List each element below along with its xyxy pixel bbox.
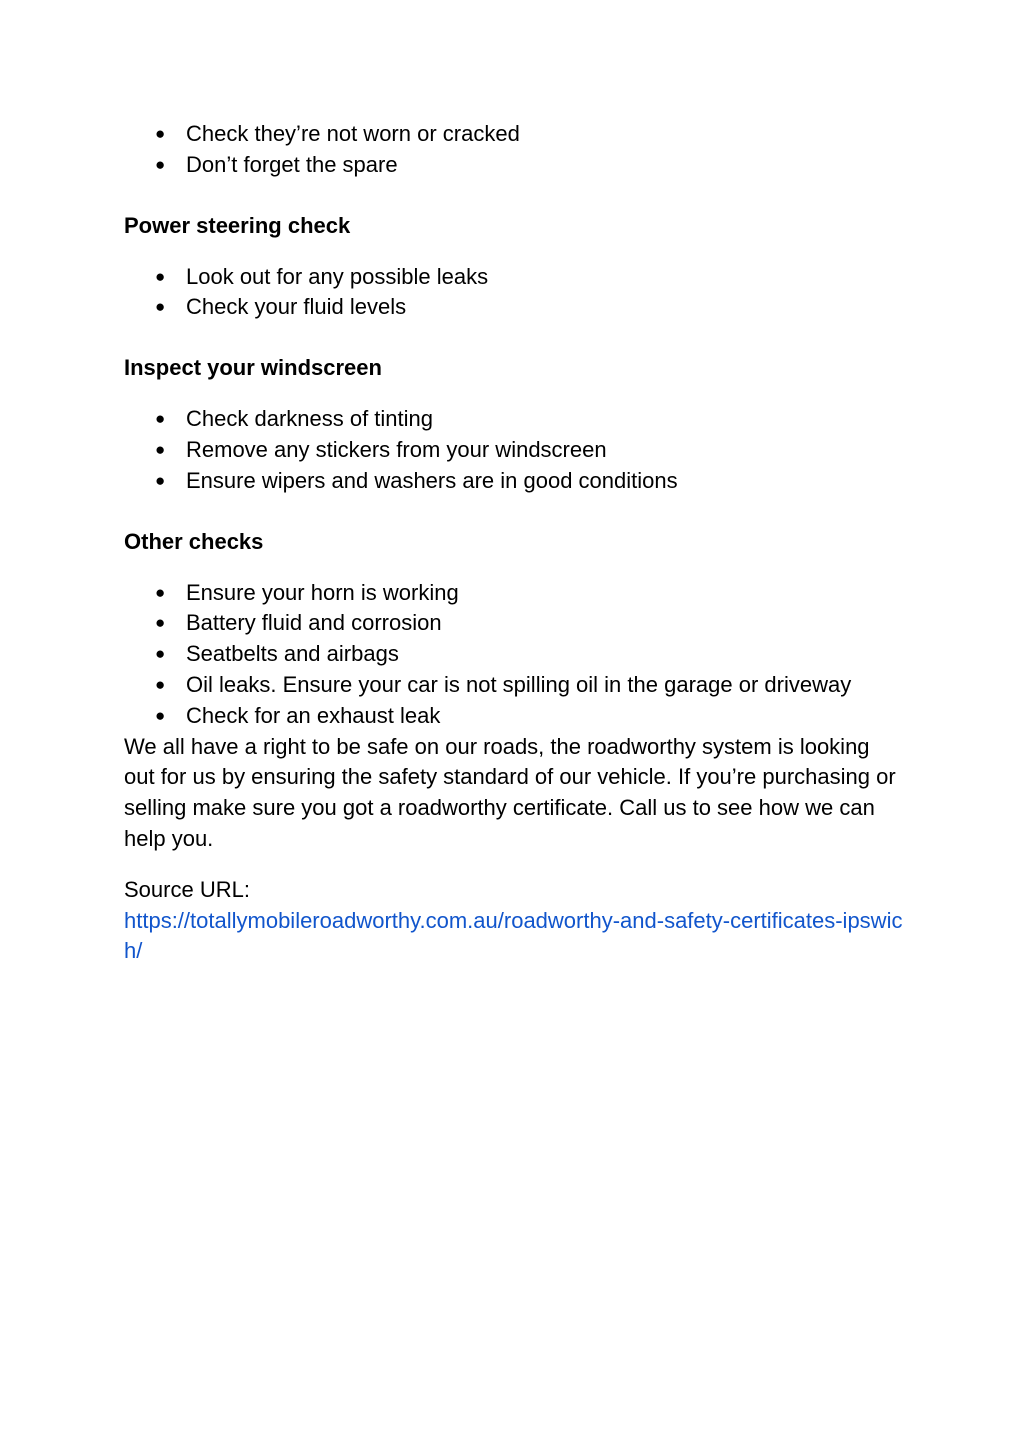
- list-item: [124, 119, 904, 150]
- list-item: [124, 262, 904, 293]
- closing-paragraph: We all have a right to be safe on our roads, the roadworthy system is looking out for us by ensuring the safety standard of our vehicle. If you’re purchasing or selling make sure you got a roadworthy certificate. Call us to see how we can help you.: [124, 733, 896, 851]
- bullet-icon: ●: [155, 470, 166, 490]
- list-item-text: Ensure wipers and washers are in good conditions: [186, 467, 678, 493]
- bullet-icon: ●: [155, 439, 166, 459]
- bullet-icon: ●: [155, 705, 166, 725]
- list-item-text: Remove any stickers from your windscreen: [186, 436, 607, 462]
- list-item-text: Check they’re not worn or cracked: [186, 121, 520, 146]
- list-item: [124, 701, 904, 732]
- section-heading-power-steering: Power steering check: [124, 212, 351, 238]
- power-steering-list: [124, 262, 904, 324]
- list-item-text: Check your fluid levels: [186, 294, 407, 320]
- bullet-icon: ●: [155, 266, 166, 286]
- section-heading-windscreen: Inspect your windscreen: [124, 355, 382, 381]
- bullet-icon: ●: [155, 124, 166, 143]
- list-item-text: Battery fluid and corrosion: [186, 610, 442, 636]
- bullet-icon: ●: [155, 674, 166, 694]
- list-item: [124, 578, 904, 609]
- list-item: [124, 404, 904, 435]
- list-item-text: Look out for any possible leaks: [186, 263, 489, 289]
- list-item-text: Seatbelts and airbags: [186, 641, 399, 667]
- list-item-text: Don’t forget the spare: [186, 151, 398, 177]
- list-item: [124, 608, 904, 639]
- bullet-icon: ●: [155, 644, 166, 664]
- list-item-text: Oil leaks. Ensure your car is not spilling oil in the garage or driveway: [186, 671, 852, 697]
- list-item-text: Ensure your horn is working: [186, 579, 459, 605]
- other-checks-list: [124, 578, 904, 732]
- source-url-link[interactable]: https://totallymobileroadworthy.com.au/roadworthy-and-safety-certificates-ipswich/: [124, 907, 903, 964]
- list-item-text: Check darkness of tinting: [186, 406, 434, 432]
- list-item: [124, 292, 904, 323]
- bullet-icon: ●: [155, 582, 166, 602]
- document-page: [124, 119, 904, 967]
- list-item: [124, 435, 904, 466]
- bullet-icon: ●: [155, 297, 166, 317]
- list-item: [124, 150, 904, 181]
- tires-list: [124, 119, 904, 181]
- list-item: [124, 670, 904, 701]
- section-heading-other-checks: Other checks: [124, 528, 264, 554]
- list-item: [124, 639, 904, 670]
- source-block: [124, 875, 904, 967]
- list-item-text: Check for an exhaust leak: [186, 702, 441, 728]
- bullet-icon: ●: [155, 154, 166, 174]
- source-label: Source URL:: [124, 876, 250, 902]
- bullet-icon: ●: [155, 409, 166, 429]
- bullet-icon: ●: [155, 613, 166, 633]
- list-item: [124, 466, 904, 497]
- windscreen-list: [124, 404, 904, 496]
